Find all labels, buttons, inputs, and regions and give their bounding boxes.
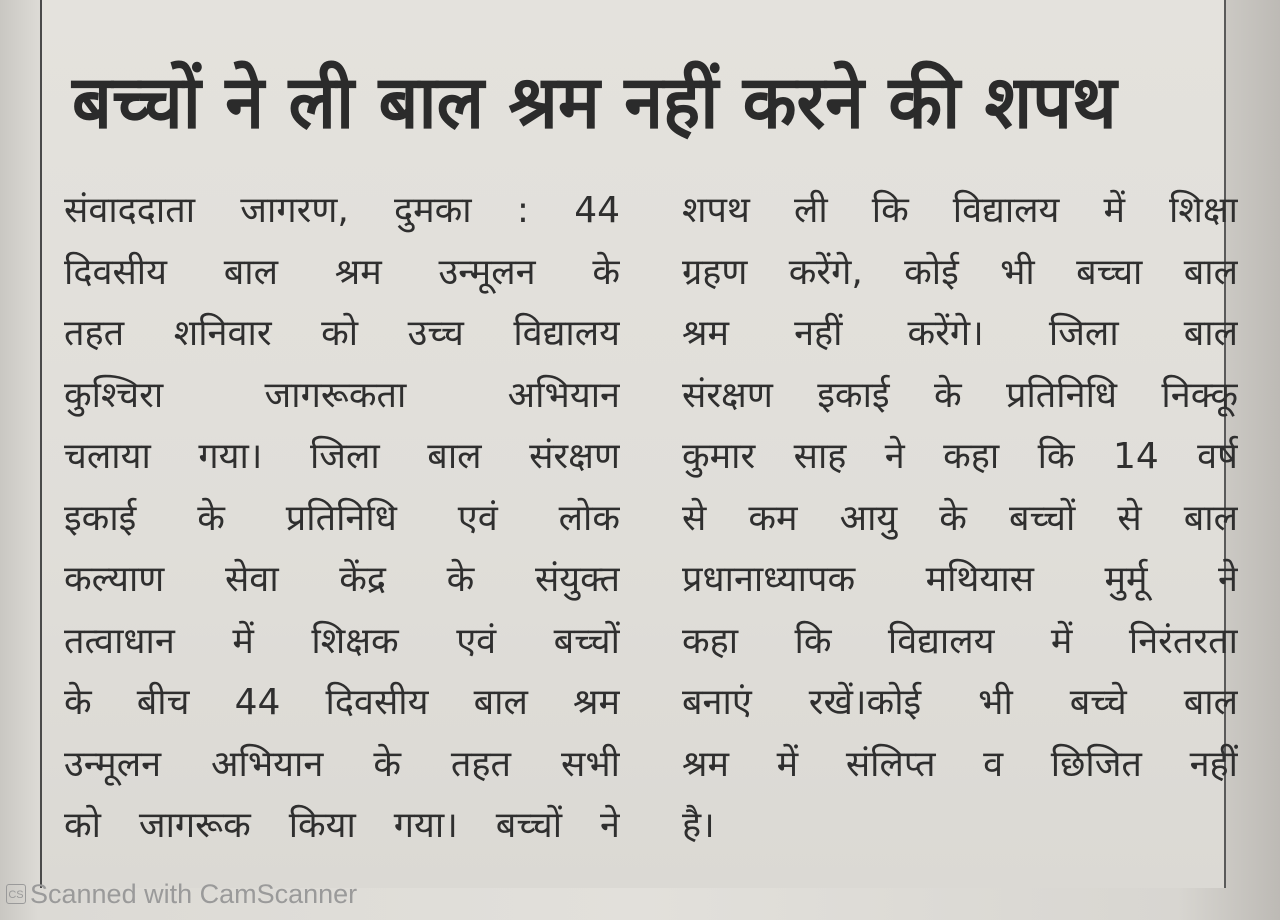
article-column-right bbox=[682, 180, 1238, 857]
column-line: श्रम नहीं करेंगे। जिला बाल bbox=[682, 313, 1238, 354]
article-column-left bbox=[64, 180, 620, 857]
column-line: शपथ ली कि विद्यालय में शिक्षा bbox=[682, 190, 1238, 231]
column-line: चलाया गया। जिला बाल संरक्षण bbox=[64, 436, 620, 477]
column-line: तत्वाधान में शिक्षक एवं बच्चों bbox=[64, 620, 620, 662]
column-line: बनाएं रखें।कोई भी बच्चे बाल bbox=[682, 682, 1238, 723]
column-line: कहा कि विद्यालय में निरंतरता bbox=[682, 620, 1238, 662]
column-line: दिवसीय बाल श्रम उन्मूलन के bbox=[64, 251, 620, 293]
column-line: के बीच 44 दिवसीय बाल श्रम bbox=[64, 682, 620, 723]
column-line: संरक्षण इकाई के प्रतिनिधि निक्कू bbox=[682, 374, 1238, 416]
column-line: इकाई के प्रतिनिधि एवं लोक bbox=[64, 497, 620, 539]
column-line: ग्रहण करेंगे, कोई भी बच्चा बाल bbox=[682, 251, 1238, 293]
column-line: को जागरूक किया गया। बच्चों ने bbox=[64, 805, 620, 846]
watermark-text: Scanned with CamScanner bbox=[30, 878, 358, 909]
column-line: से कम आयु के बच्चों से बाल bbox=[682, 497, 1238, 539]
column-line: प्रधानाध्यापक मथियास मुर्मू ने bbox=[682, 559, 1238, 600]
column-line: उन्मूलन अभियान के तहत सभी bbox=[64, 743, 620, 785]
column-line: कल्याण सेवा केंद्र के संयुक्त bbox=[64, 559, 620, 600]
newspaper-clipping bbox=[40, 0, 1238, 888]
column-line: तहत शनिवार को उच्च विद्यालय bbox=[64, 313, 620, 354]
column-line: कुमार साह ने कहा कि 14 वर्ष bbox=[682, 436, 1238, 477]
column-line: है। bbox=[682, 805, 715, 846]
camscanner-watermark bbox=[6, 879, 357, 909]
column-line: संवाददाता जागरण, दुमका : 44 bbox=[64, 190, 620, 231]
camscanner-logo-icon: CS bbox=[6, 884, 26, 904]
article-headline: बच्चों ने ली बाल श्रम नहीं करने की शपथ bbox=[72, 59, 1117, 146]
column-line: श्रम में संलिप्त व छिजित नहीं bbox=[682, 743, 1238, 785]
column-line: कुश्चिरा जागरूकता अभियान bbox=[64, 374, 620, 416]
